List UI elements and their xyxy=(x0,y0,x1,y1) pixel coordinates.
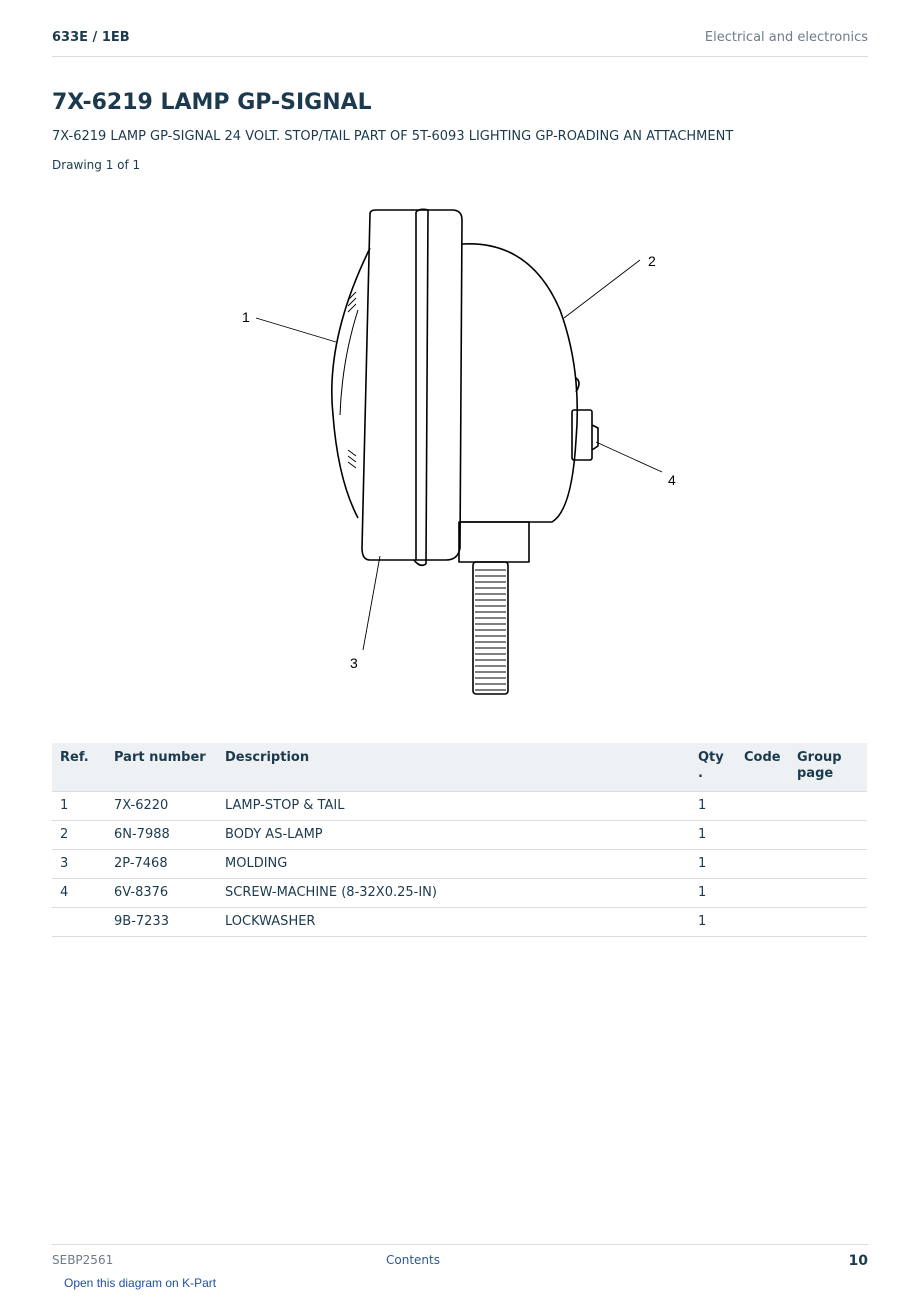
cell-ref: 1 xyxy=(52,792,106,821)
callout-1: 1 xyxy=(242,309,250,325)
cell-qty: 1 xyxy=(690,908,736,937)
table-row xyxy=(52,850,867,879)
page-header xyxy=(52,30,868,57)
page-title: 7X-6219 LAMP GP-SIGNAL xyxy=(52,90,372,115)
cell-part-number: 9B-7233 xyxy=(106,908,217,937)
cell-description: LOCKWASHER xyxy=(217,908,690,937)
cell-description: SCREW-MACHINE (8-32X0.25-IN) xyxy=(217,879,690,908)
cell-group-page xyxy=(789,879,867,908)
callout-2: 2 xyxy=(648,253,656,269)
table-row xyxy=(52,792,867,821)
cell-description: BODY AS-LAMP xyxy=(217,821,690,850)
drawing-counter: Drawing 1 of 1 xyxy=(52,158,141,172)
cell-ref: 3 xyxy=(52,850,106,879)
cell-description: LAMP-STOP & TAIL xyxy=(217,792,690,821)
lamp-diagram xyxy=(230,200,690,710)
cell-group-page xyxy=(789,908,867,937)
cell-part-number: 7X-6220 xyxy=(106,792,217,821)
cell-code xyxy=(736,850,789,879)
parts-table xyxy=(52,743,867,937)
table-row xyxy=(52,908,867,937)
cell-part-number: 6N-7988 xyxy=(106,821,217,850)
callout-3: 3 xyxy=(350,655,358,671)
cell-part-number: 2P-7468 xyxy=(106,850,217,879)
cell-ref xyxy=(52,908,106,937)
cell-code xyxy=(736,879,789,908)
col-ref: Ref. xyxy=(52,743,106,792)
cell-group-page xyxy=(789,821,867,850)
lamp-diagram-svg xyxy=(230,200,690,710)
cell-description: MOLDING xyxy=(217,850,690,879)
model-label: 633E / 1EB xyxy=(52,30,130,45)
cell-part-number: 6V-8376 xyxy=(106,879,217,908)
table-header-row xyxy=(52,743,867,792)
contents-link[interactable]: Contents xyxy=(386,1253,440,1267)
page-footer xyxy=(52,1244,868,1275)
col-group-page: Group page xyxy=(789,743,867,792)
table-row xyxy=(52,821,867,850)
cell-code xyxy=(736,821,789,850)
part-description: 7X-6219 LAMP GP-SIGNAL 24 VOLT. STOP/TAIL PART OF 5T-6093 LIGHTING GP-ROADING AN ATTACHMENT xyxy=(52,129,734,144)
col-description: Description xyxy=(217,743,690,792)
document-id: SEBP2561 xyxy=(52,1253,114,1267)
table-row xyxy=(52,879,867,908)
cell-group-page xyxy=(789,850,867,879)
cell-group-page xyxy=(789,792,867,821)
cell-qty: 1 xyxy=(690,879,736,908)
col-part-number: Part number xyxy=(106,743,217,792)
page-number: 10 xyxy=(848,1253,868,1269)
section-label: Electrical and electronics xyxy=(704,30,868,45)
cell-qty: 1 xyxy=(690,821,736,850)
callout-4: 4 xyxy=(668,472,676,488)
cell-qty: 1 xyxy=(690,792,736,821)
col-code: Code xyxy=(736,743,789,792)
cell-code xyxy=(736,792,789,821)
cell-qty: 1 xyxy=(690,850,736,879)
cell-ref: 4 xyxy=(52,879,106,908)
cell-ref: 2 xyxy=(52,821,106,850)
cell-code xyxy=(736,908,789,937)
kpart-link[interactable]: Open this diagram on K-Part xyxy=(64,1276,217,1290)
col-qty: Qty . xyxy=(690,743,736,792)
